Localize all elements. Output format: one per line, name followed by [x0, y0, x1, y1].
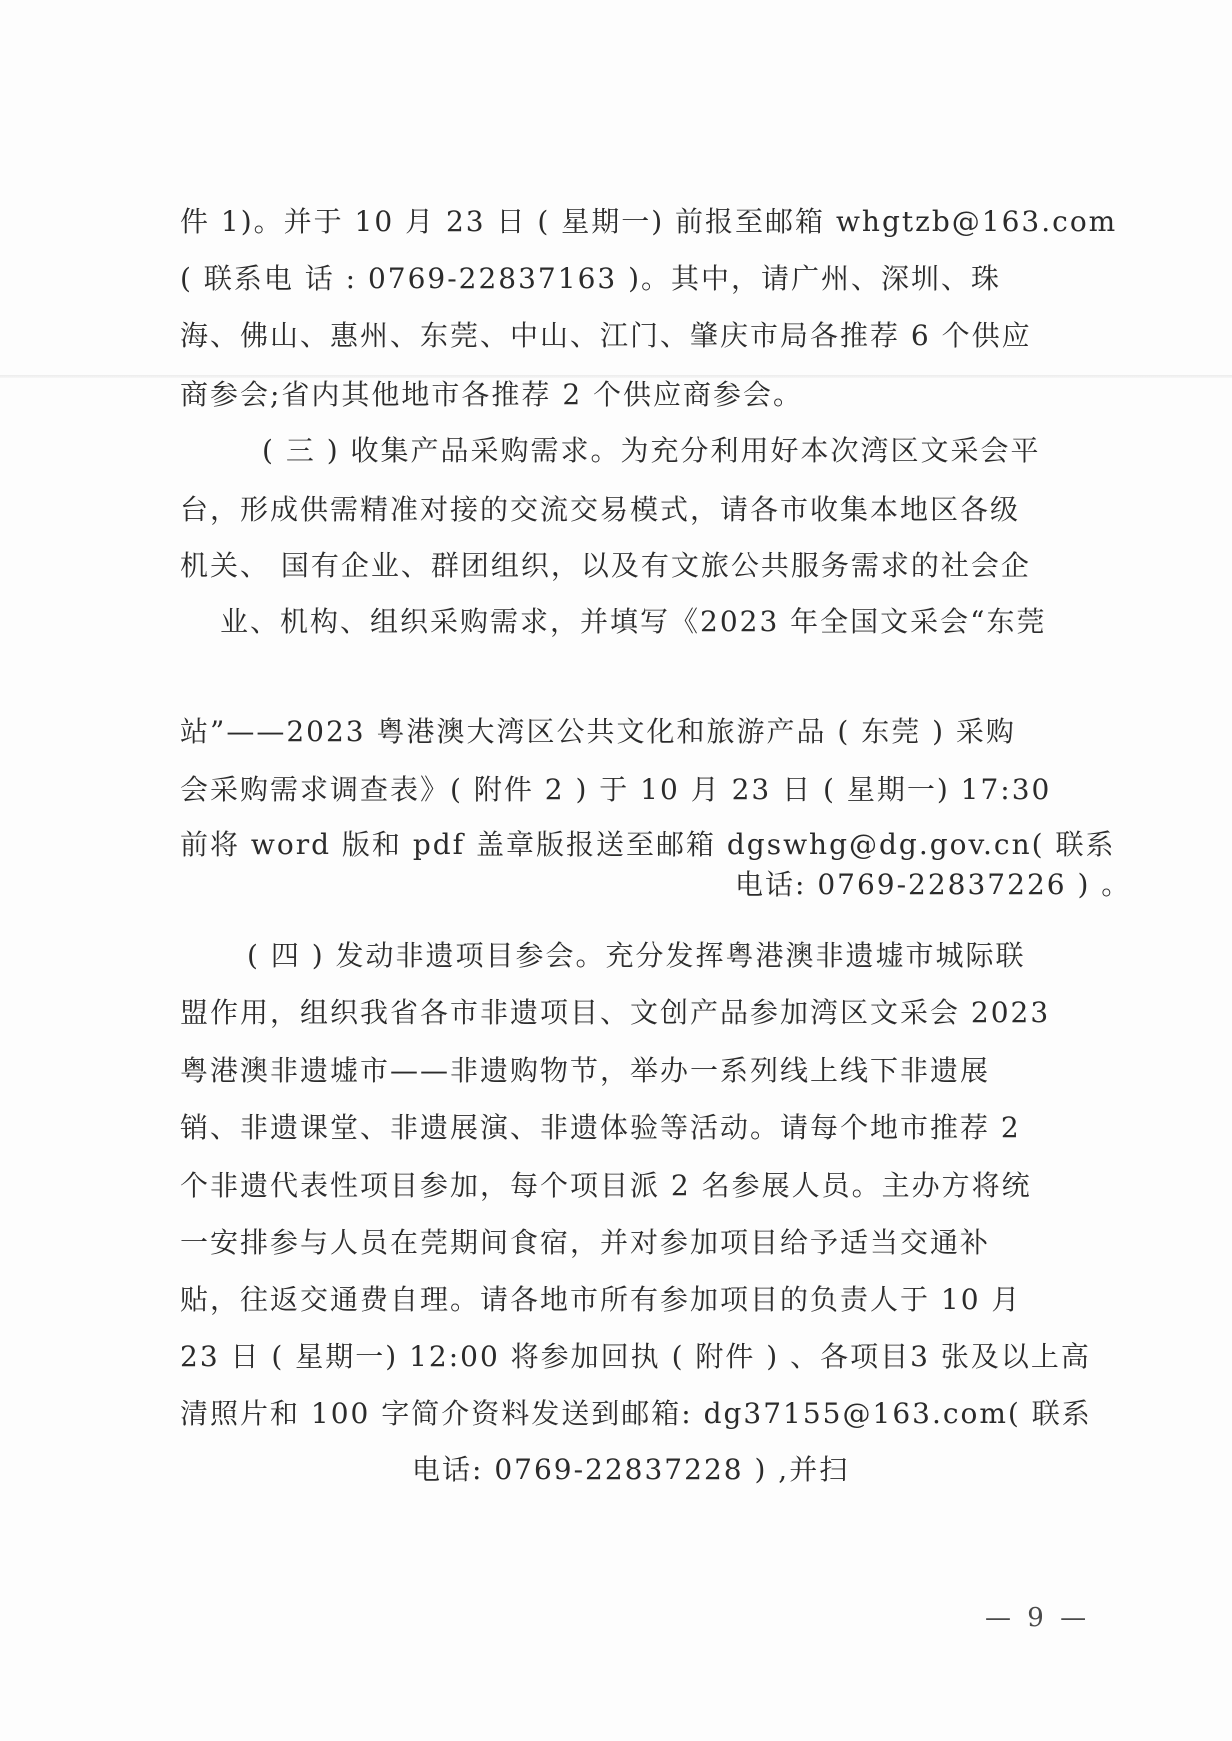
text-line-11: 前将 word 版和 pdf 盖章版报送至邮箱 dgswhg@dg.gov.cn( 联系	[180, 828, 1116, 861]
text-line-10: 会采购需求调查表》( 附件 2 ) 于 10 月 23 日 ( 星期一) 17:30	[180, 773, 1052, 806]
text-line-3: 海、佛山、惠州、东莞、中山、江门、肇庆市局各推荐 6 个供应	[180, 319, 1032, 352]
text-line-7: 机关、 国有企业、群团组织，以及有文旅公共服务需求的社会企	[180, 549, 1031, 582]
text-line-20: 23 日 ( 星期一) 12:00 将参加回执 ( 附件 ) 、各项目3 张及以上高	[180, 1340, 1091, 1373]
text-line-18: 一安排参与人员在莞期间食宿，并对参加项目给予适当交通补	[180, 1226, 991, 1259]
section-4-heading-line: ( 四 ) 发动非遗项目参会。充分发挥粤港澳非遗墟市城际联	[247, 939, 1026, 972]
section-3-heading-line: ( 三 ) 收集产品采购需求。为充分利用好本次湾区文采会平	[262, 434, 1041, 467]
text-line-15: 粤港澳非遗墟市——非遗购物节，举办一系列线上线下非遗展	[180, 1054, 991, 1087]
text-line-16: 销、非遗课堂、非遗展演、非遗体验等活动。请每个地市推荐 2	[180, 1111, 1021, 1144]
text-line-17: 个非遗代表性项目参加，每个项目派 2 名参展人员。主办方将统	[180, 1169, 1032, 1202]
text-line-1: 件 1)。并于 10 月 23 日 ( 星期一) 前报至邮箱 whgtzb@163.com	[180, 205, 1118, 238]
text-line-19: 贴，往返交通费自理。请各地市所有参加项目的负责人于 10 月	[180, 1283, 1022, 1316]
text-line-9: 站”——2023 粤港澳大湾区公共文化和旅游产品 ( 东莞 ) 采购	[180, 715, 1016, 748]
text-line-12: 电话: 0769-22837226 ) 。	[735, 868, 1132, 901]
page-number: — 9 —	[985, 1603, 1091, 1633]
text-line-21: 清照片和 100 字简介资料发送到邮箱: dg37155@163.com( 联系	[180, 1397, 1092, 1430]
text-line-22: 电话: 0769-22837228 ) ,并扫	[412, 1453, 850, 1486]
text-line-14: 盟作用，组织我省各市非遗项目、文创产品参加湾区文采会 2023	[180, 996, 1051, 1029]
text-line-4: 商参会;省内其他地市各推荐 2 个供应商参会。	[180, 378, 804, 411]
text-line-6: 台，形成供需精准对接的交流交易模式，请各市收集本地区各级	[180, 493, 1021, 526]
text-line-2: ( 联系电 话 : 0769-22837163 )。其中，请广州、深圳、珠	[180, 262, 1002, 295]
text-line-8: 业、机构、组织采购需求，并填写《2023 年全国文采会“东莞	[220, 605, 1047, 638]
